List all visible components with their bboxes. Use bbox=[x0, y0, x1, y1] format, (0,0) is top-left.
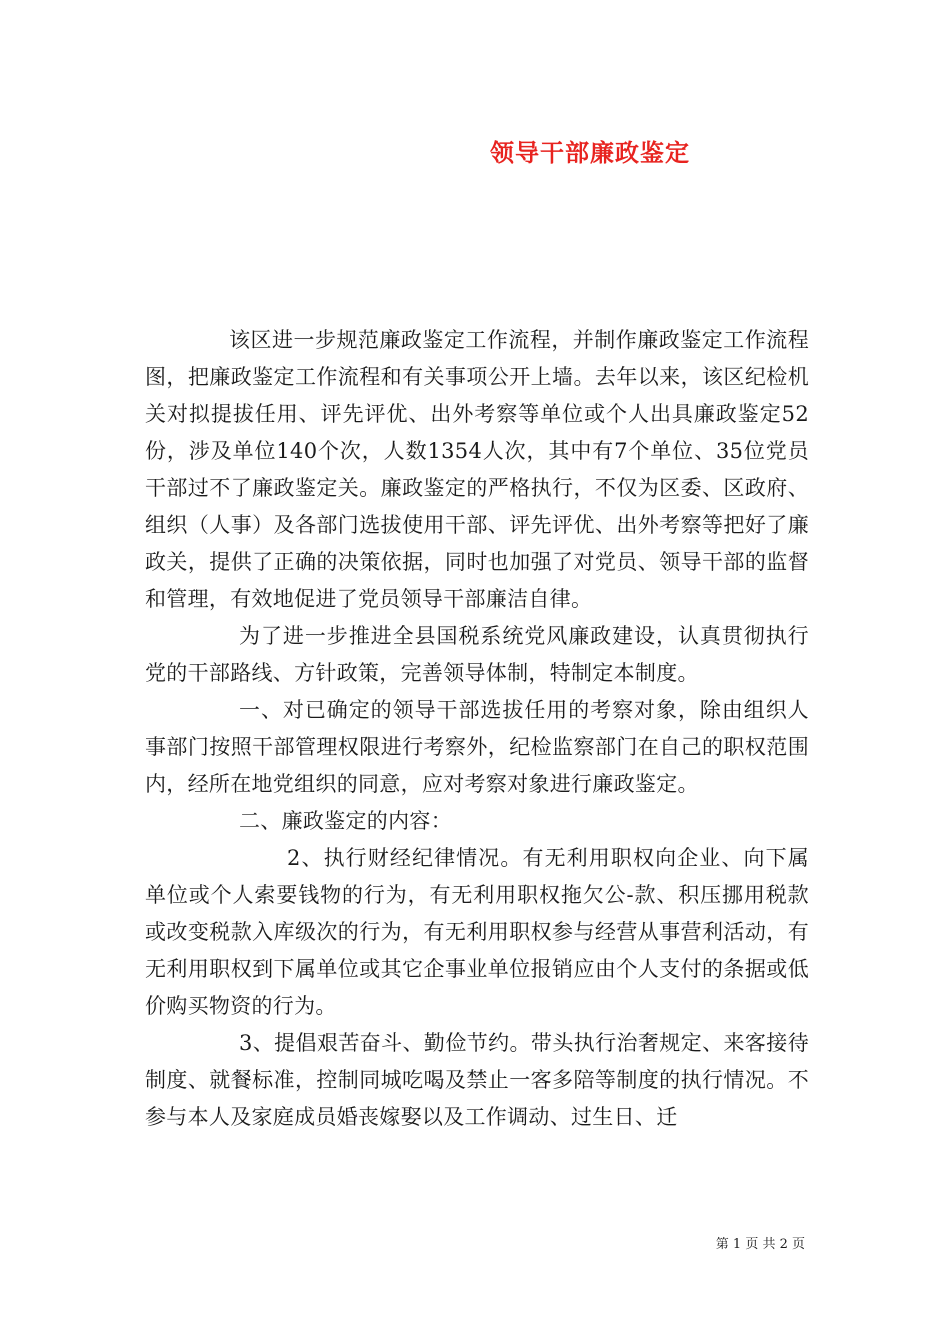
paragraph-3: 一、对已确定的领导干部选拔任用的考察对象，除由组织人事部门按照干部管理权限进行考察外，纪检监察部门在自己的职权范围内，经所在地党组织的同意，应对考察对象进行廉政鉴定。 bbox=[145, 698, 809, 796]
document-title: 领导干部廉政鉴定 bbox=[490, 138, 690, 167]
document-body bbox=[145, 322, 809, 1136]
paragraph-2: 为了进一步推进全县国税系统党风廉政建设，认真贯彻执行党的干部路线、方针政策，完善领导体制，特制定本制度。 bbox=[145, 624, 809, 685]
paragraph-1: 该区进一步规范廉政鉴定工作流程，并制作廉政鉴定工作流程图，把廉政鉴定工作流程和有关事项公开上墙。去年以来，该区纪检机关对拟提拔任用、评先评优、出外考察等单位或个人出具廉政鉴定52份，涉及单位140个次，人数1354人次，其中有7个单位、35位党员干部过不了廉政鉴定关。廉政鉴定的严格执行，不仅为区委、区政府、组织（人事）及各部门选拔使用干部、评先评优、出外考察等把好了廉政关，提供了正确的决策依据，同时也加强了对党员、领导干部的监督和管理，有效地促进了党员领导干部廉洁自律。 bbox=[145, 328, 809, 611]
paragraph-5: 2、执行财经纪律情况。有无利用职权向企业、向下属单位或个人索要钱物的行为，有无利用职权拖欠公-款、积压挪用税款或改变税款入库级次的行为，有无利用职权参与经营从事营利活动，有无利用职权到下属单位或其它企事业单位报销应由个人支付的条据或低价购买物资的行为。 bbox=[145, 846, 809, 1018]
paragraph-4: 二、廉政鉴定的内容： bbox=[239, 809, 452, 833]
paragraph-6: 3、提倡艰苦奋斗、勤俭节约。带头执行治奢规定、来客接待制度、就餐标准，控制同城吃喝及禁止一客多陪等制度的执行情况。不参与本人及家庭成员婚丧嫁娶以及工作调动、过生日、迁 bbox=[145, 1031, 809, 1129]
page-number-footer: 第 1 页 共 2 页 bbox=[715, 1237, 805, 1252]
